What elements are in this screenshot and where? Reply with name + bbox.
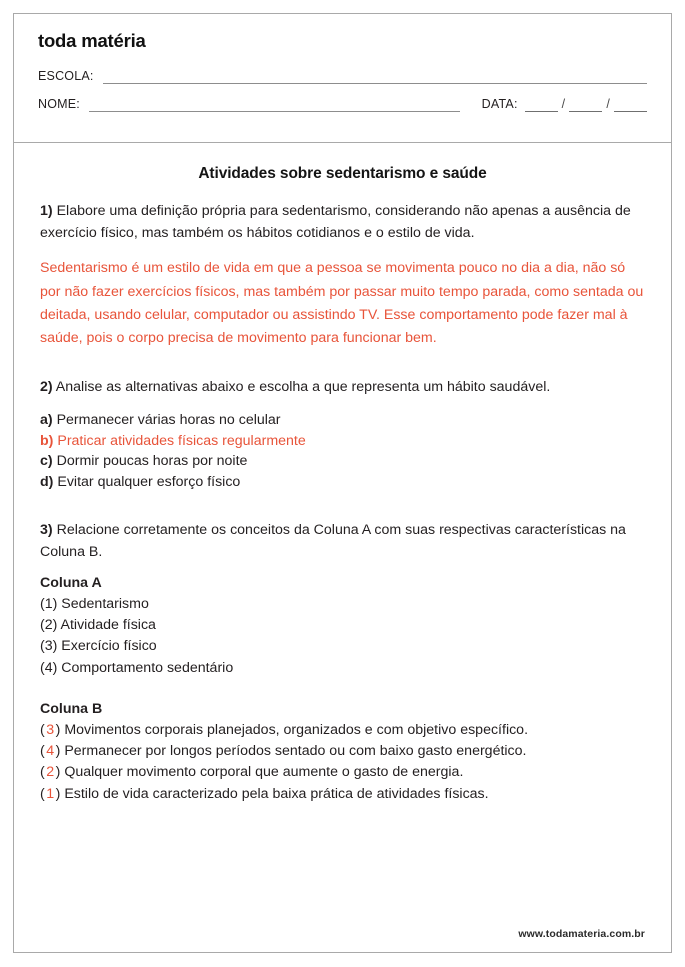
date-day-line[interactable] xyxy=(525,100,558,112)
question-3-prompt: Relacione corretamente os conceitos da Coluna A com suas respectivas características na Coluna B. xyxy=(40,522,626,560)
date-month-line[interactable] xyxy=(569,100,602,112)
school-field-row xyxy=(38,69,647,84)
column-b-item-4 xyxy=(40,784,645,805)
column-b-item-3-marker: ( 2 ) xyxy=(40,764,61,781)
footer-url: www.todamateria.com.br xyxy=(518,928,645,940)
column-b-item-1-answer: 3 xyxy=(46,721,55,738)
alternative-c-key: c) xyxy=(40,453,53,470)
worksheet-footer xyxy=(14,916,671,952)
date-year-line[interactable] xyxy=(614,100,647,112)
column-a-item-4 xyxy=(40,658,645,679)
question-1-answer: Sedentarismo é um estilo de vida em que a pessoa se movimenta pouco no dia a dia, não só por não fazer exercícios físicos, mas também por passar muito tempo parada, como sentada ou deitada, usando celular, computador ou assistindo TV. Esse comportamento pode fazer mal à saúde, pois o corpo precisa de movimento para funcionar bem. xyxy=(40,260,644,346)
school-label: ESCOLA: xyxy=(38,69,94,83)
spacer xyxy=(40,566,645,575)
column-a-item-4-text: Comportamento sedentário xyxy=(61,659,234,676)
alternative-a-text: Permanecer várias horas no celular xyxy=(56,411,281,428)
alternative-d-key: d) xyxy=(40,474,54,491)
column-a-item-3-text: Exercício físico xyxy=(61,638,157,655)
column-a-item-1 xyxy=(40,594,645,615)
page-title: Atividades sobre sedentarismo e saúde xyxy=(198,165,487,182)
alternative-d[interactable] xyxy=(40,472,645,493)
date-separator-2: / xyxy=(606,97,610,111)
site-logo: toda matéria xyxy=(38,30,146,51)
column-a-item-3-marker: (3) xyxy=(40,638,58,655)
column-b-heading: Coluna B xyxy=(40,700,103,717)
alternative-d-text: Evitar qualquer esforço físico xyxy=(57,474,241,491)
alternative-c-text: Dormir poucas horas por noite xyxy=(56,453,248,470)
column-b-item-2-answer: 4 xyxy=(46,743,55,760)
column-b-item-2-marker: ( 4 ) xyxy=(40,743,61,760)
column-b-item-1-text: Movimentos corporais planejados, organizados e com objetivo específico. xyxy=(64,721,529,738)
spacer xyxy=(40,401,645,410)
column-a-item-1-marker: (1) xyxy=(40,595,58,612)
spacer xyxy=(40,350,645,377)
column-a-item-2-marker: (2) xyxy=(40,616,58,633)
column-a-item-3 xyxy=(40,636,645,657)
column-b-item-2 xyxy=(40,741,645,762)
column-b-item-3 xyxy=(40,762,645,783)
column-a-item-2-text: Atividade física xyxy=(60,616,156,633)
column-b-item-4-answer: 1 xyxy=(46,785,55,802)
column-a-item-1-text: Sedentarismo xyxy=(61,595,149,612)
column-b-item-4-text: Estilo de vida caracterizado pela baixa prática de atividades físicas. xyxy=(64,785,489,802)
alternative-a-key: a) xyxy=(40,411,53,428)
question-3-number: 3) xyxy=(40,522,53,539)
question-2 xyxy=(40,377,645,399)
worksheet-page xyxy=(13,13,672,953)
column-b-item-3-answer: 2 xyxy=(46,764,55,781)
column-b-item-2-text: Permanecer por longos períodos sentado ou com baixo gasto energético. xyxy=(64,743,527,760)
question-3 xyxy=(40,520,645,563)
column-a-item-4-marker: (4) xyxy=(40,659,58,676)
column-b-item-1 xyxy=(40,720,645,741)
column-b-item-3-text: Qualquer movimento corporal que aumente o gasto de energia. xyxy=(64,764,464,781)
column-a-item-2 xyxy=(40,615,645,636)
date-separator-1: / xyxy=(561,97,566,111)
alternative-a[interactable] xyxy=(40,410,645,431)
date-field-group xyxy=(482,97,647,112)
alternative-b-text: Praticar atividades físicas regularmente xyxy=(57,432,306,449)
date-label: DATA: xyxy=(481,97,518,111)
name-input-line[interactable] xyxy=(89,100,460,112)
alternative-b-key: b) xyxy=(40,432,54,449)
name-label: NOME: xyxy=(38,97,80,111)
column-b-item-1-marker: ( 3 ) xyxy=(40,721,61,738)
alternative-b[interactable] xyxy=(40,431,645,452)
column-a-heading: Coluna A xyxy=(40,574,102,591)
alternative-c[interactable] xyxy=(40,451,645,472)
spacer xyxy=(40,679,645,701)
question-1-prompt: Elabore uma definição própria para sedentarismo, considerando não apenas a ausência de exercício físico, mas também os hábitos cotidianos e o estilo de vida. xyxy=(40,203,631,241)
name-field-row xyxy=(38,97,647,112)
question-2-number: 2) xyxy=(40,379,53,395)
question-1-number: 1) xyxy=(40,203,53,219)
spacer xyxy=(40,493,645,520)
question-2-prompt: Analise as alternativas abaixo e escolha a que representa um hábito saudável. xyxy=(55,379,551,395)
column-b-item-4-marker: ( 1 ) xyxy=(40,785,61,802)
question-1 xyxy=(40,201,645,244)
worksheet-header xyxy=(14,14,671,143)
worksheet-content xyxy=(14,143,671,916)
school-input-line[interactable] xyxy=(103,72,647,84)
